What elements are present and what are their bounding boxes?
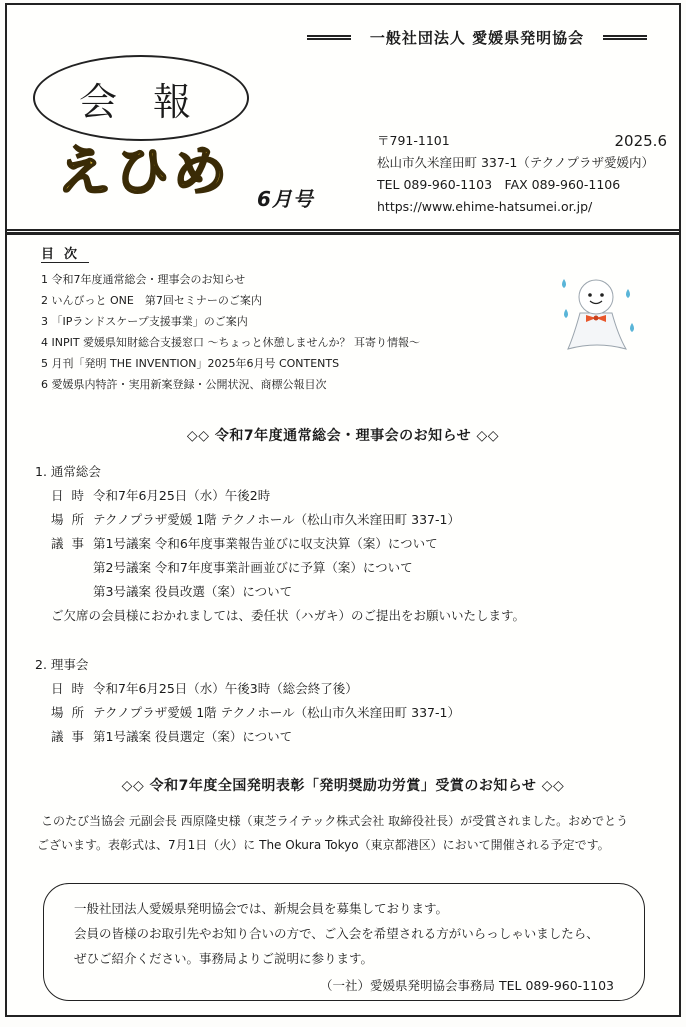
date-label: 日時 <box>51 488 93 503</box>
place-label: 場所 <box>51 705 93 720</box>
toc-item: 1 令和7年度通常総会・理事会のお知らせ <box>41 273 246 286</box>
date-value: 令和7年6月25日（水）午後3時（総会終了後） <box>93 681 358 696</box>
toc-item: 5 月刊「発明 THE INVENTION」2025年6月号 CONTENTS <box>41 357 340 370</box>
kaiho-title: 会 報 <box>78 79 204 124</box>
contact-block <box>377 130 667 218</box>
website-url: https://www.ehime-hatsumei.or.jp/ <box>377 199 593 214</box>
membership-notice-box <box>43 883 645 1001</box>
notice-signature: （一社）愛媛県発明協会事務局 TEL 089-960-1103 <box>320 978 614 993</box>
issue-label: 6月号 <box>257 187 314 211</box>
agenda-label: 議事 <box>51 536 93 551</box>
board-meeting-heading: 2. 理事会 <box>35 657 89 672</box>
agenda-item: 第2号議案 令和7年度事業計画並びに予算（案）について <box>93 560 413 575</box>
header-rule-right <box>603 35 647 40</box>
table-of-contents <box>41 243 531 395</box>
issue-date: 2025.6 <box>614 132 667 150</box>
general-meeting-block <box>35 460 659 628</box>
agenda-label: 議事 <box>51 729 93 744</box>
toc-item: 3 「IPランドスケープ支援事業」のご案内 <box>41 315 248 328</box>
kaiho-oval <box>33 55 249 141</box>
ehime-title: えひめ <box>57 140 231 203</box>
address: 松山市久米窪田町 337-1（テクノプラザ愛媛内） <box>377 155 655 170</box>
organization-header <box>307 27 647 48</box>
toc-title: 目次 <box>41 243 89 263</box>
notice-line-2: 会員の皆様のお取引先やお知り合いの方で、ご入会を希望される方がいらっしゃいましたら、 <box>74 926 599 941</box>
agenda-item: 第3号議案 役員改選（案）について <box>93 584 293 599</box>
postal-code: 〒791-1101 <box>377 133 450 148</box>
toc-item: 2 いんびっと ONE 第7回セミナーのご案内 <box>41 294 262 307</box>
board-meeting-block <box>35 653 659 749</box>
award-section-title: ◇◇ 令和7年度全国発明表彰「発明奨励功労賞」受賞のお知らせ ◇◇ <box>121 778 565 794</box>
place-label: 場所 <box>51 512 93 527</box>
award-block <box>37 809 663 857</box>
general-meeting-heading: 1. 通常総会 <box>35 464 101 479</box>
notice-line-3: ぜひご紹介ください。事務局よりご説明に参ります。 <box>74 951 374 966</box>
newsletter-page <box>5 3 681 1017</box>
notice-line-1: 一般社団法人愛媛県発明協会では、新規会員を募集しております。 <box>74 901 449 916</box>
date-label: 日時 <box>51 681 93 696</box>
meeting-section-title: ◇◇ 令和7年度通常総会・理事会のお知らせ ◇◇ <box>186 428 500 444</box>
agenda-item: 第1号議案 役員選定（案）について <box>93 729 293 744</box>
award-line-1: このたび当協会 元副会長 西原隆史様（東芝ライテック株式会社 取締役社長）が受賞されました。おめでとう <box>41 814 629 828</box>
proxy-note: ご欠席の会員様におかれましては、委任状（ハガキ）のご提出をお願いいたします。 <box>51 608 526 623</box>
tel-fax: TEL 089-960-1103 FAX 089-960-1106 <box>377 177 621 192</box>
teru-teru-bozu-icon <box>552 265 642 355</box>
agenda-item: 第1号議案 令和6年度事業報告並びに収支決算（案）について <box>93 536 438 551</box>
header-rule-left <box>307 35 351 40</box>
header-divider <box>7 229 679 235</box>
place-value: テクノプラザ愛媛 1階 テクノホール（松山市久米窪田町 337-1） <box>93 512 460 527</box>
date-value: 令和7年6月25日（水）午後2時 <box>93 488 271 503</box>
place-value: テクノプラザ愛媛 1階 テクノホール（松山市久米窪田町 337-1） <box>93 705 460 720</box>
organization-name: 一般社団法人 愛媛県発明協会 <box>369 29 585 47</box>
toc-item: 4 INPIT 愛媛県知財総合支援窓口 ～ちょっと休憩しませんか？ 耳寄り情報～ <box>41 336 421 349</box>
toc-item: 6 愛媛県内特許・実用新案登録・公開状況、商標公報目次 <box>41 378 327 391</box>
award-line-2: ございます。表彰式は、7月1日（火）に The Okura Tokyo（東京都港区）において開催される予定です。 <box>37 838 610 852</box>
